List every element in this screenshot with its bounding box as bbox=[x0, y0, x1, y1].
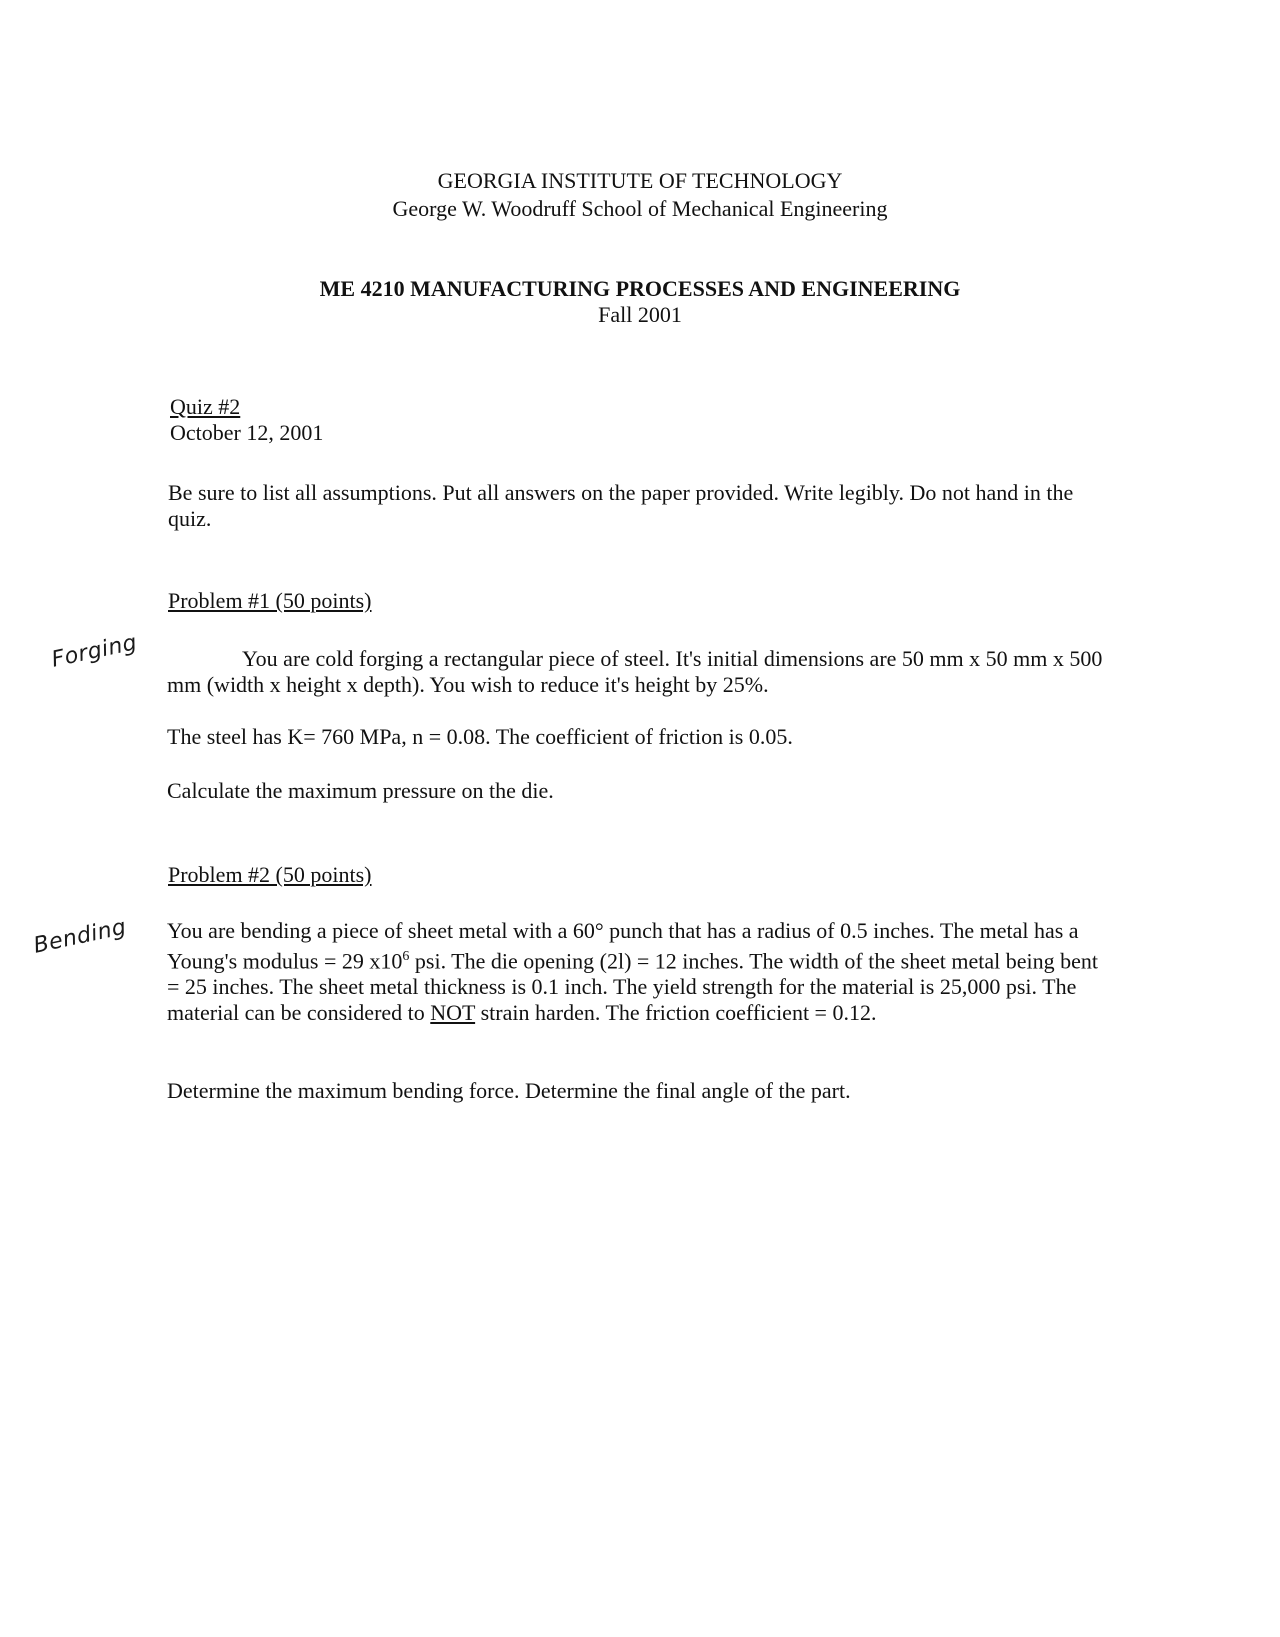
problem1-text: You are cold forging a rectangular piece of steel. It's initial dimensions are 50 mm x 50 mm x 500 mm (width x height x depth). You wish to reduce it's height by 25%. bbox=[167, 646, 1103, 697]
problem1-question: Calculate the maximum pressure on the die. bbox=[167, 778, 554, 803]
problem2-question: Determine the maximum bending force. Determine the final angle of the part. bbox=[167, 1078, 851, 1103]
forging-margin-note: Forging bbox=[49, 630, 140, 673]
course-term: Fall 2001 bbox=[598, 302, 682, 327]
problem2-text-part1: You are bending a piece of sheet metal with a 60° punch that has a radius of 0.5 inches. The metal has a Young's modulus = 29 x10 bbox=[167, 918, 1079, 974]
institution-name: GEORGIA INSTITUTE OF TECHNOLOGY bbox=[437, 168, 843, 193]
problem2-text-part2: psi. The die opening (2l) = 12 inches. The width of the sheet metal being bent = 25 inches. The sheet metal thickness is 0.1 inch. The yield strength for the material is 25,000 psi. The material can be considered to bbox=[167, 948, 1098, 1026]
bending-margin-note: Bending bbox=[31, 914, 129, 959]
not-emphasis: NOT bbox=[430, 1000, 476, 1026]
quiz-instructions: Be sure to list all assumptions. Put all answers on the paper provided. Write legibly. Do not hand in the quiz. bbox=[168, 480, 1074, 531]
course-title: ME 4210 MANUFACTURING PROCESSES AND ENGINEERING bbox=[319, 276, 961, 301]
problem1-properties: The steel has K= 760 MPa, n = 0.08. The coefficient of friction is 0.05. bbox=[167, 724, 793, 749]
problem1-heading: Problem #1 (50 points) bbox=[168, 588, 372, 613]
school-name: George W. Woodruff School of Mechanical Engineering bbox=[392, 196, 888, 221]
exponent: 6 bbox=[402, 949, 410, 964]
quiz-title: Quiz #2 bbox=[170, 394, 241, 419]
problem2-text-part3: strain harden. The friction coefficient = 0.12. bbox=[475, 1000, 877, 1026]
problem2-heading: Problem #2 (50 points) bbox=[168, 862, 372, 887]
problem2-text bbox=[167, 918, 1112, 1026]
quiz-date: October 12, 2001 bbox=[170, 420, 324, 445]
